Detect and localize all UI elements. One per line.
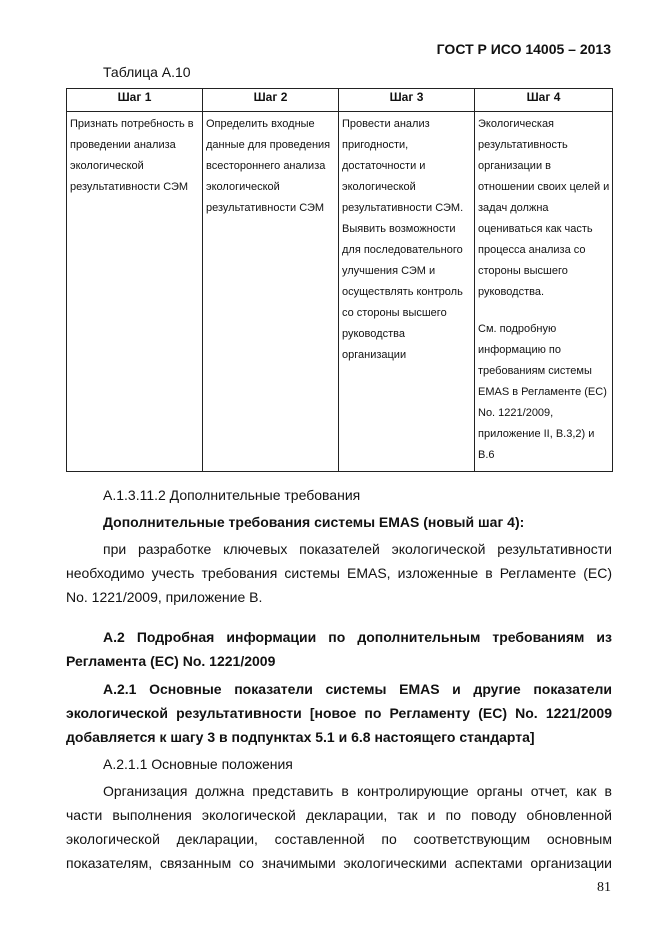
section-a-2-heading: А.2 Подробная информации по дополнительным требованиям из Регламента (ЕС) No. 1221/2009 [66, 629, 612, 669]
step-4-note: См. подробную информацию по требованиям системы EMAS в Регламенте (EC) No. 1221/2009, приложение II, B.3,2) и B.6 [478, 323, 607, 461]
step-4-text: Экологическая результативность организации в отношении своих целей и задач должна оцениваться как часть процесса анализа со стороны высшего руководства. [478, 118, 610, 298]
section-a-1-3-11-2: А.1.3.11.2 Дополнительные требования [103, 487, 361, 503]
step-1-cell [67, 112, 203, 472]
steps-table [66, 88, 613, 472]
page-number: 81 [597, 880, 611, 895]
section-a-2-1-heading: А.2.1 Основные показатели системы EMAS и другие показатели экологической результативности [новое по Регламенту (EC) No. 1221/2009 добавляется к шагу 3 в подпунктах 5.1 и 6.8 настоящего стандарта] [66, 681, 612, 745]
table-row [67, 112, 613, 472]
emas-additional-heading: Дополнительные требования системы EMAS (новый шаг 4): [103, 514, 525, 530]
step-3-cell [339, 112, 475, 472]
step-2-text: Определить входные данные для проведения всестороннего анализа экологической результативности СЭМ [206, 118, 331, 214]
column-header-step-4: Шаг 4 [475, 89, 613, 112]
step-4-cell [475, 112, 613, 472]
table-header-row [67, 89, 613, 112]
emas-additional-text: при разработке ключевых показателей экологической результативности необходимо учесть требования системы EMAS, изложенные в Регламенте (EC) No. 1221/2009, приложение B. [66, 541, 612, 605]
column-header-step-3: Шаг 3 [339, 89, 475, 112]
step-3-text: Провести анализ пригодности, достаточности и экологической результативности СЭМ. Выявить возможности для последовательного улучшения СЭМ и осуществлять контроль со стороны высшего руководства организации [342, 118, 464, 361]
column-header-step-1: Шаг 1 [67, 89, 203, 112]
section-a-2-1-1-text: Организация должна представить в контролирующие органы отчет, как в части выполнения экологической декларации, так и по поводу обновленной экологической декларации, составленной по соответствующим основным показателям, связанным со значимыми экологическими аспектами организации [66, 783, 612, 871]
section-a-2-1-1-heading: А.2.1.1 Основные положения [103, 756, 293, 772]
table-caption: Таблица А.10 [103, 64, 191, 80]
step-1-text: Признать потребность в проведении анализа экологической результативности СЭМ [70, 118, 194, 193]
column-header-step-2: Шаг 2 [203, 89, 339, 112]
step-2-cell [203, 112, 339, 472]
document-header: ГОСТ Р ИСО 14005 – 2013 [436, 41, 611, 57]
